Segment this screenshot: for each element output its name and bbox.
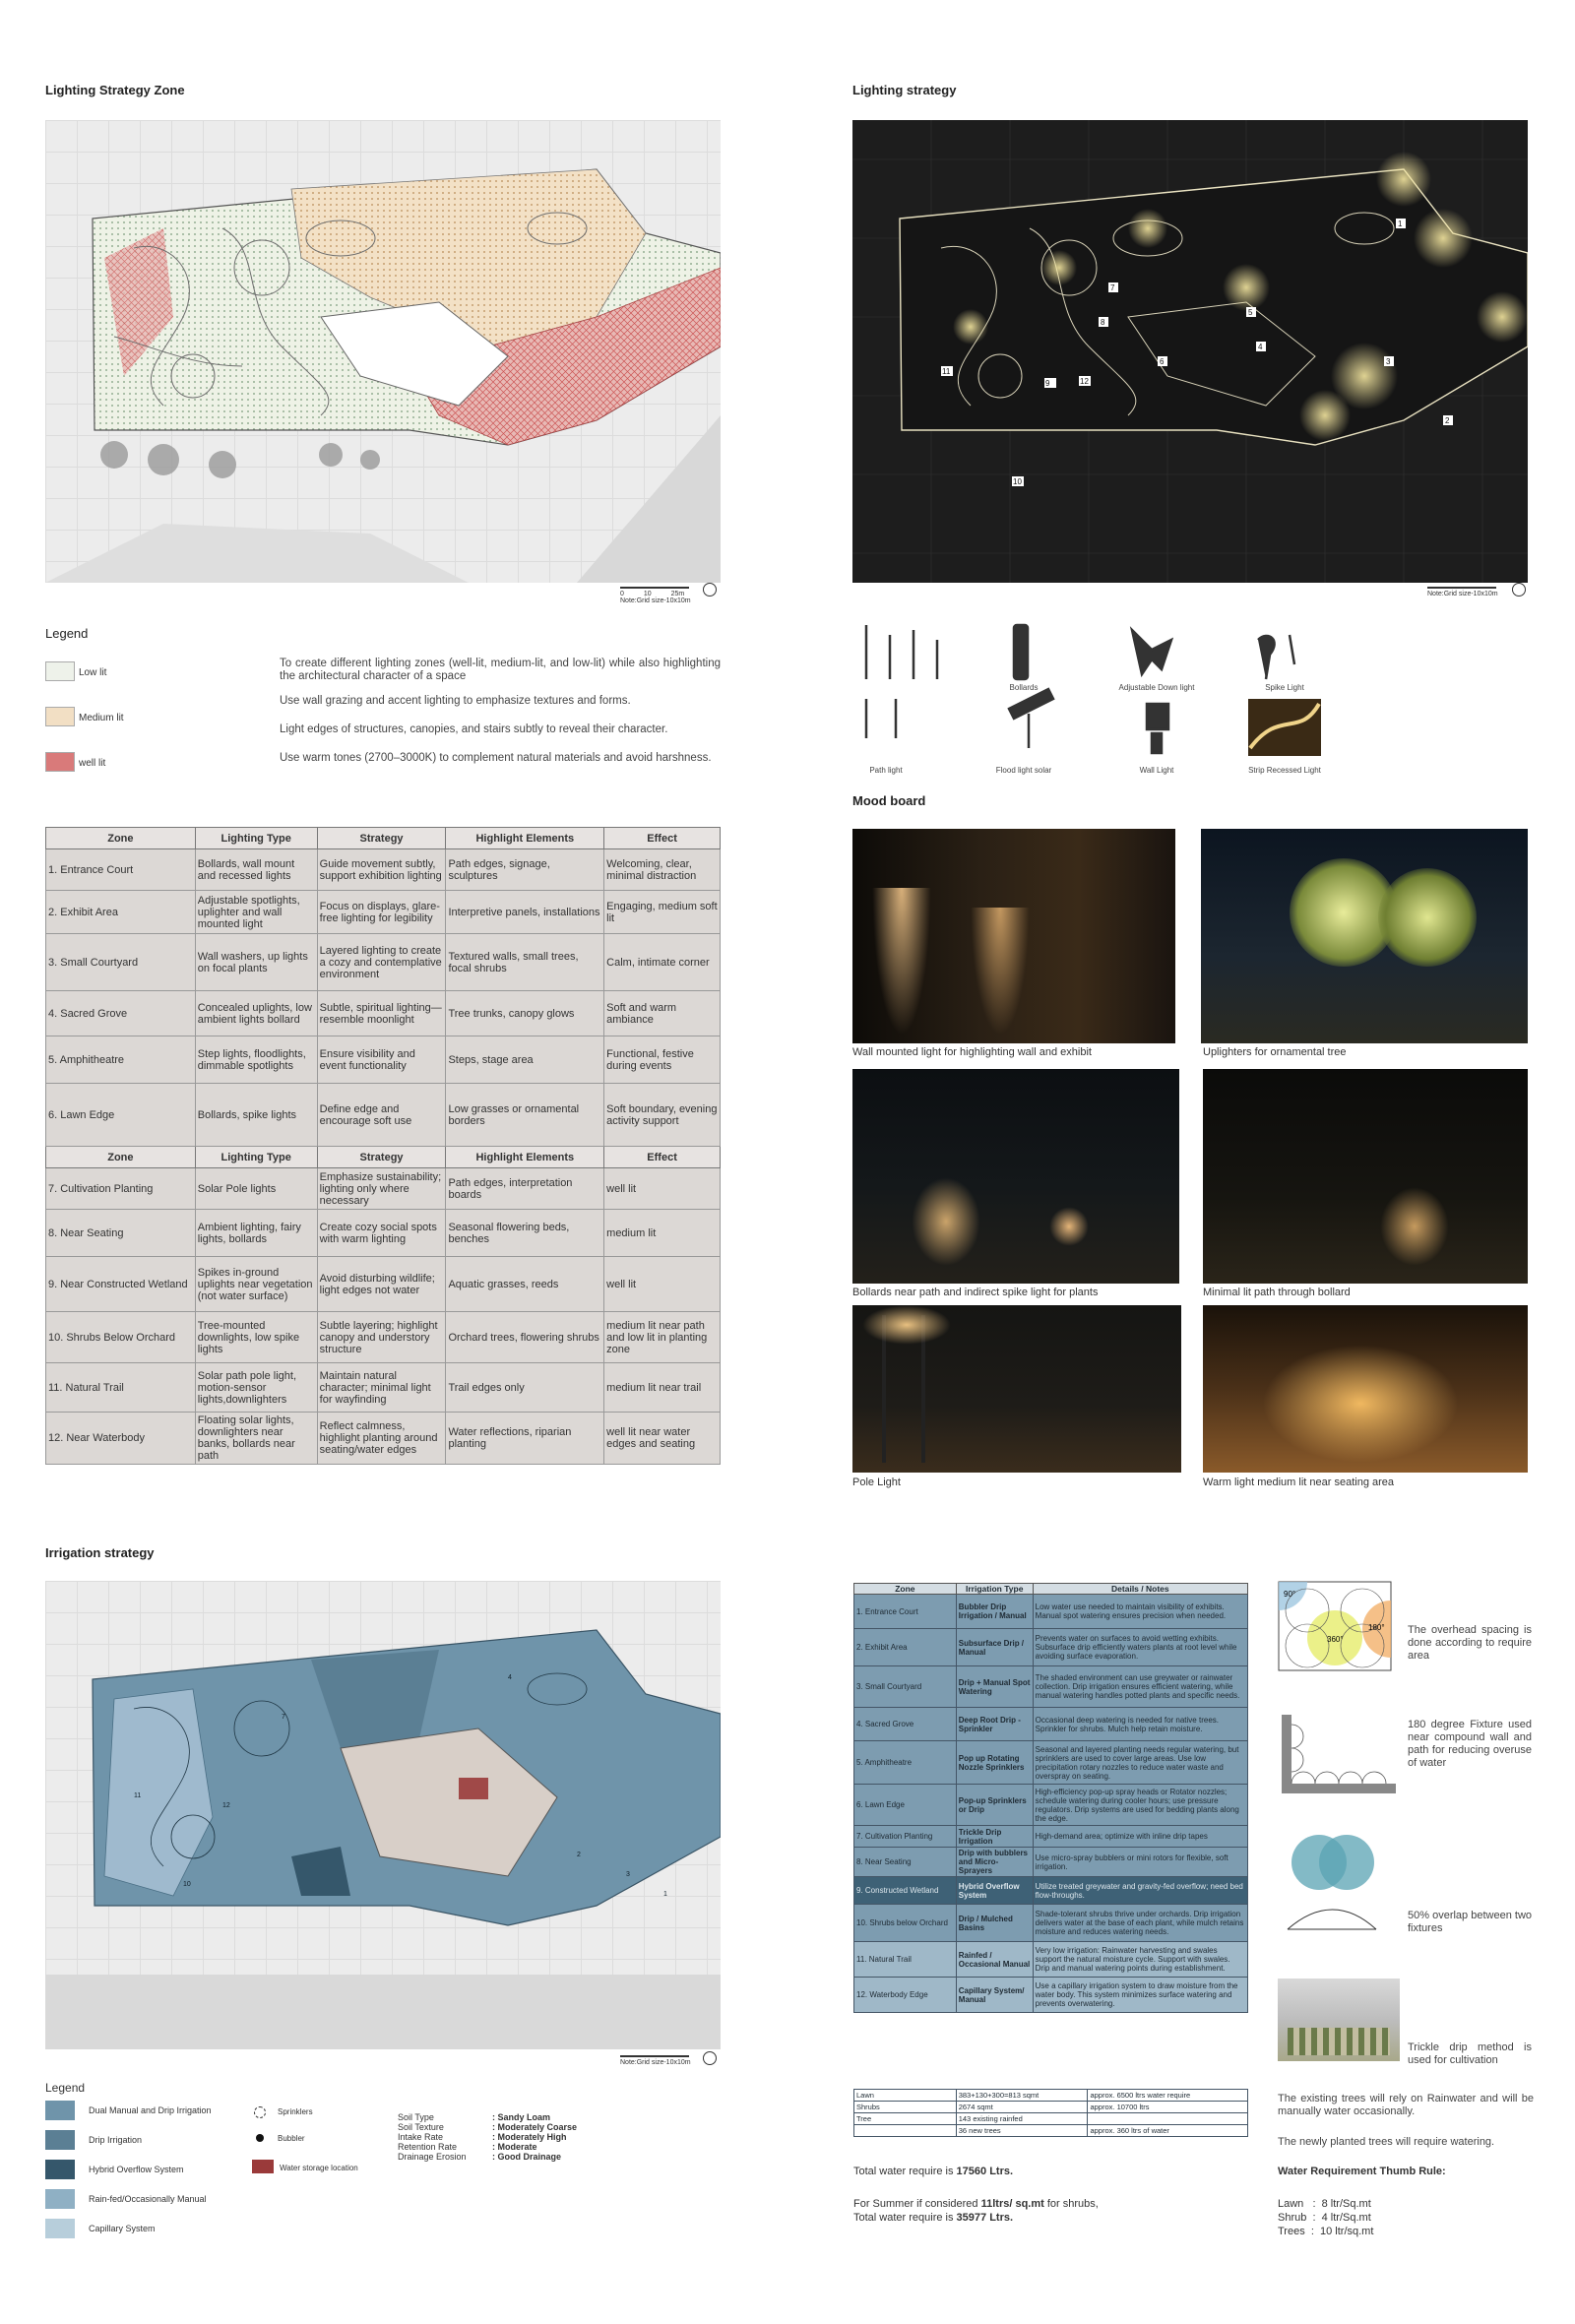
legend-swatch-medium (45, 707, 75, 726)
mood-image-warm-seating (1203, 1305, 1528, 1473)
legend-swatch-well (45, 752, 75, 772)
cell: Functional, festive during events (604, 1036, 721, 1084)
mood-heading: Mood board (852, 793, 926, 808)
cell: Spikes in-ground uplights near vegetation (not water surface) (195, 1257, 317, 1312)
plan-label: 5 (1248, 308, 1253, 317)
cell: Pop up Rotating Nozzle Sprinklers (956, 1741, 1033, 1785)
legend-paragraph-2: Use wall grazing and accent lighting to emphasize textures and forms. (280, 695, 631, 707)
cell: Interpretive panels, installations (446, 891, 604, 934)
symbol-label: Bubbler (278, 2134, 305, 2143)
cell: Subsurface Drip / Manual (956, 1629, 1033, 1666)
cell: Tree trunks, canopy glows (446, 991, 604, 1036)
cell (1088, 2113, 1248, 2125)
table-row (46, 1036, 721, 1084)
scale-note-3: Note:Grid size-10x10m (620, 2059, 691, 2066)
cell: 11. Natural Trail (46, 1363, 196, 1413)
cell: Low grasses or ornamental borders (446, 1084, 604, 1147)
cell: Capillary System/ Manual (956, 1978, 1033, 2013)
table-row (46, 1210, 721, 1257)
plan-label: 1 (663, 1891, 667, 1898)
table-row (854, 1905, 1248, 1942)
table-row (46, 1413, 721, 1465)
soil-label: Intake Rate (398, 2132, 444, 2142)
table-row (854, 1942, 1248, 1978)
cell: Focus on displays, glare-free lighting for legibility (317, 891, 446, 934)
plan-label: 11 (942, 367, 951, 376)
scale-note: Note:Grid size-10x10m (620, 597, 691, 604)
cell: Floating solar lights, downlighters near banks, bollards near path (195, 1413, 317, 1465)
irrigation-legend-label: Dual Manual and Drip Irrigation (89, 2105, 212, 2115)
right-note-4: Trickle drip method is used for cultivation (1408, 2041, 1532, 2066)
right-note-2: 180 degree Fixture used near compound wall and path for reducing overuse of water (1408, 1719, 1532, 1769)
cell: 2. Exhibit Area (46, 891, 196, 934)
total-text: for shrubs, (1043, 2198, 1099, 2210)
cell: Guide movement subtly, support exhibition lighting (317, 849, 446, 891)
col-zone-2: Zone (46, 1147, 196, 1168)
cell: Low water use needed to maintain visibility of exhibits. Manual spot watering ensures precision when needed. (1033, 1595, 1247, 1629)
cell: 36 new trees (956, 2125, 1088, 2137)
cell: Tree (854, 2113, 957, 2125)
zone-heading: Lighting Strategy Zone (45, 83, 185, 97)
scale-zero: 0 (620, 591, 624, 597)
tree-note-1: The existing trees will rely on Rainwater and will be manually water occasionally. (1278, 2093, 1534, 2117)
plan-label: 2 (577, 1852, 581, 1858)
cell: Bubbler Drip Irrigation / Manual (956, 1595, 1033, 1629)
plan-label: 1 (1398, 220, 1403, 228)
cell: Utilize treated greywater and gravity-fed overflow; need bed flow-throughs. (1033, 1877, 1247, 1905)
plan-label: 8 (1101, 318, 1105, 327)
north-arrow-icon (703, 2051, 717, 2065)
cell: Seasonal flowering beds, benches (446, 1210, 604, 1257)
soil-label: Soil Texture (398, 2122, 444, 2132)
fixture-label: Bollards (1009, 683, 1039, 692)
soil-value: : Moderately Coarse (492, 2122, 578, 2132)
soil-value: : Moderately High (492, 2132, 567, 2142)
table-row (854, 1848, 1248, 1877)
cell: Use a capillary irrigation system to draw moisture from the water body. This system minimizes surface watering and prevents overwatering. (1033, 1978, 1247, 2013)
cell: 2674 sqmt (956, 2102, 1088, 2113)
table-row (854, 1826, 1248, 1848)
cell: 4. Sacred Grove (854, 1708, 957, 1741)
total-text: Total water require is (853, 2212, 957, 2224)
cell: Drip + Manual Spot Watering (956, 1666, 1033, 1708)
cell: Ensure visibility and event functionality (317, 1036, 446, 1084)
cell: Bollards, spike lights (195, 1084, 317, 1147)
lighting-night-plan-drawing (852, 120, 1528, 583)
irrigation-legend-label: Rain-fed/Occasionally Manual (89, 2194, 207, 2204)
lighting-table-header-2 (46, 1147, 721, 1168)
soil-value: : Good Drainage (492, 2152, 562, 2162)
fixture-label: Adjustable Down light (1118, 683, 1195, 692)
mood-image-wall-light (852, 829, 1175, 1043)
cell: 6. Lawn Edge (854, 1785, 957, 1826)
right-note-1: The overhead spacing is done according to require area (1408, 1624, 1532, 1662)
cell: Trail edges only (446, 1363, 604, 1413)
cell: Soft and warm ambiance (604, 991, 721, 1036)
irrigation-legend-label: Hybrid Overflow System (89, 2165, 184, 2174)
fixture-label: Spike Light (1265, 683, 1304, 692)
cell: Drip with bubblers and Micro-Sprayers (956, 1848, 1033, 1877)
cell: 3. Small Courtyard (854, 1666, 957, 1708)
soil-label: Drainage Erosion (398, 2152, 467, 2162)
cell: Step lights, floodlights, dimmable spotlights (195, 1036, 317, 1084)
table-row (46, 991, 721, 1036)
cell: Avoid disturbing wildlife; light edges not water (317, 1257, 446, 1312)
col-irrigation-type: Irrigation Type (956, 1584, 1033, 1595)
cell: Pop-up Sprinklers or Drip (956, 1785, 1033, 1826)
legend-swatch-drip (45, 2130, 75, 2150)
cell: 9. Constructed Wetland (854, 1877, 957, 1905)
strategy-heading: Lighting strategy (852, 83, 957, 97)
plan-label: 12 (222, 1802, 230, 1809)
cell: Path edges, interpretation boards (446, 1168, 604, 1210)
mood-caption: Minimal lit path through bollard (1203, 1287, 1351, 1298)
cell: well lit (604, 1168, 721, 1210)
cell: well lit near water edges and seating (604, 1413, 721, 1465)
plan-label: 10 (1013, 477, 1022, 486)
legend-label-medium: Medium lit (79, 713, 124, 723)
cell: Tree-mounted downlights, low spike lights (195, 1312, 317, 1363)
table-row (854, 1629, 1248, 1666)
irrigation-plan (45, 1581, 721, 2049)
cell: Create cozy social spots with warm lighting (317, 1210, 446, 1257)
cell: medium lit near path and low lit in planting zone (604, 1312, 721, 1363)
cell: 1. Entrance Court (46, 849, 196, 891)
fixture-label: Flood light solar (995, 766, 1052, 775)
soil-label: Retention Rate (398, 2142, 458, 2152)
cell: Seasonal and layered planting needs regular watering, but sprinklers are used to cover large areas. Use low precipitation rotary nozzles to reduce water waste and overspray on seating. (1033, 1741, 1247, 1785)
strategy-scale (1427, 587, 1526, 597)
north-arrow-icon (703, 583, 717, 597)
cell: 9. Near Constructed Wetland (46, 1257, 196, 1312)
col-effect-2: Effect (604, 1147, 721, 1168)
lighting-night-plan (852, 120, 1528, 583)
scale-ten: 10 (643, 591, 652, 597)
table-row (854, 1877, 1248, 1905)
sprinkler-icon (254, 2106, 266, 2118)
cell: Very low irrigation: Rainwater harvesting and swales support the natural moisture cycle. Support with swales. Drip and manual watering points during establishment. (1033, 1942, 1247, 1978)
legend-label-low: Low lit (79, 667, 107, 678)
fixture-label: Wall Light (1139, 766, 1174, 775)
irrigation-table-header (854, 1584, 1248, 1595)
cell: Prevents water on surfaces to avoid wetting exhibits. Subsurface drip efficiently waters plants at root level while avoiding surface evaporation. (1033, 1629, 1247, 1666)
legend-swatch-hybrid (45, 2160, 75, 2179)
cell: Orchard trees, flowering shrubs (446, 1312, 604, 1363)
cell: Emphasize sustainability; lighting only where necessary (317, 1168, 446, 1210)
cell: Adjustable spotlights, uplighter and wall mounted light (195, 891, 317, 934)
cell: 7. Cultivation Planting (46, 1168, 196, 1210)
irrigation-legend-label: Drip Irrigation (89, 2135, 143, 2145)
bubbler-icon (256, 2134, 264, 2142)
table-row (46, 1312, 721, 1363)
plan-label: 6 (1160, 357, 1165, 366)
cell: Occasional deep watering is needed for native trees. Sprinkler for shrubs. Mulch help retain moisture. (1033, 1708, 1247, 1741)
cell: Bollards, wall mount and recessed lights (195, 849, 317, 891)
cell: approx. 360 ltrs of water (1088, 2125, 1248, 2137)
total-value: 11ltrs/ sq.mt (980, 2198, 1044, 2210)
col-highlight-2: Highlight Elements (446, 1147, 604, 1168)
legend-label-well: well lit (79, 758, 106, 769)
plan-label: 4 (508, 1674, 512, 1681)
soil-label: Soil Type (398, 2112, 434, 2122)
plan-label: 7 (282, 1714, 285, 1721)
cell: Shrubs (854, 2102, 957, 2113)
legend-swatch-low (45, 661, 75, 681)
soil-value: : Moderate (492, 2142, 537, 2152)
fixture-label: Strip Recessed Light (1248, 766, 1321, 775)
table-row (854, 1785, 1248, 1826)
cell: Engaging, medium soft lit (604, 891, 721, 934)
table-row (854, 1978, 1248, 2013)
fixture-180-diagram (1278, 1711, 1400, 1799)
mood-caption: Uplighters for ornamental tree (1203, 1046, 1347, 1058)
lighting-zone-plan-drawing (45, 120, 721, 583)
mood-image-pole-light (852, 1305, 1181, 1473)
total-value: 35977 Ltrs. (956, 2212, 1014, 2224)
cell: 7. Cultivation Planting (854, 1826, 957, 1848)
table-row (854, 2102, 1248, 2113)
spray-label: 360° (1327, 1635, 1344, 1644)
legend-paragraph-4: Use warm tones (2700–3000K) to complement natural materials and avoid harshness. (280, 752, 712, 764)
legend-paragraph-1: To create different lighting zones (well-lit, medium-lit, and low-lit) while also highlighting the architectural character of a space (280, 658, 721, 682)
plan-label: 9 (1045, 379, 1050, 388)
cell: Deep Root Drip - Sprinkler (956, 1708, 1033, 1741)
cell: well lit (604, 1257, 721, 1312)
irrigation-table (853, 1583, 1248, 2013)
irrigation-legend-label: Capillary System (89, 2224, 156, 2233)
cell: 12. Waterbody Edge (854, 1978, 957, 2013)
legend-swatch-dual (45, 2101, 75, 2120)
cell: Steps, stage area (446, 1036, 604, 1084)
cell: 1. Entrance Court (854, 1595, 957, 1629)
legend-swatch-capillary (45, 2219, 75, 2238)
cell: 11. Natural Trail (854, 1942, 957, 1978)
cell: Welcoming, clear, minimal distraction (604, 849, 721, 891)
cell: 10. Shrubs Below Orchard (46, 1312, 196, 1363)
col-effect: Effect (604, 828, 721, 849)
table-row (46, 1257, 721, 1312)
cell: Define edge and encourage soft use (317, 1084, 446, 1147)
col-strategy-2: Strategy (317, 1147, 446, 1168)
cell: 8. Near Seating (854, 1848, 957, 1877)
legend-heading: Legend (45, 626, 89, 641)
mood-image-minimal-path (1203, 1069, 1528, 1284)
legend2-heading: Legend (45, 2081, 86, 2095)
cell: Solar path pole light, motion-sensor lights,downlighters (195, 1363, 317, 1413)
fixture-icons (856, 620, 1536, 778)
overlap-diagram (1278, 1831, 1386, 1939)
table-row (854, 1666, 1248, 1708)
cell: Layered lighting to create a cozy and contemplative environment (317, 934, 446, 991)
cell: 5. Amphitheatre (46, 1036, 196, 1084)
symbol-label: Sprinklers (278, 2107, 313, 2116)
thumb-rule-row: Shrub : 4 ltr/Sq.mt (1278, 2212, 1371, 2224)
col-zone: Zone (46, 828, 196, 849)
mood-caption: Bollards near path and indirect spike light for plants (852, 1287, 1099, 1298)
cell: Shade-tolerant shrubs thrive under orchards. Drip irrigation delivers water at the base of each plant, while mulch retains moisture and reduces watering needs. (1033, 1905, 1247, 1942)
cell: 6. Lawn Edge (46, 1084, 196, 1147)
soil-labels (398, 2112, 467, 2162)
col-highlight: Highlight Elements (446, 828, 604, 849)
cell: High-efficiency pop-up spray heads or Rotator nozzles; schedule watering during cooler hours; use pressure regulators. Drip systems are used for bedding plants along the edge. (1033, 1785, 1247, 1826)
cell: Water reflections, riparian planting (446, 1413, 604, 1465)
plan-label: 11 (134, 1792, 142, 1799)
soil-value: : Sandy Loam (492, 2112, 551, 2122)
water-storage-icon (252, 2160, 274, 2173)
col-details: Details / Notes (1033, 1584, 1247, 1595)
trickle-drip-render (1278, 1979, 1400, 2061)
total-value: 17560 Ltrs. (956, 2166, 1014, 2177)
plan-label: 3 (1386, 357, 1391, 366)
thumb-rule-list (1278, 2197, 1373, 2238)
table-row (854, 2125, 1248, 2137)
cell: Ambient lighting, fairy lights, bollards (195, 1210, 317, 1257)
table-row (46, 1363, 721, 1413)
cell: Subtle layering; highlight canopy and understory structure (317, 1312, 446, 1363)
fixture-label: Path light (869, 766, 903, 775)
cell: Calm, intimate corner (604, 934, 721, 991)
mood-caption: Warm light medium lit near seating area (1203, 1476, 1395, 1488)
tree-note-2: The newly planted trees will require watering. (1278, 2136, 1495, 2148)
water-table (853, 2089, 1248, 2137)
table-row (854, 1741, 1248, 1785)
mood-image-bollards-path (852, 1069, 1179, 1284)
thumb-rule-row: Lawn : 8 ltr/Sq.mt (1278, 2198, 1371, 2210)
plan-label: 3 (626, 1871, 630, 1878)
table-row (854, 2113, 1248, 2125)
cell: 143 existing rainfed (956, 2113, 1088, 2125)
total-line-2 (853, 2197, 1099, 2225)
cell: Use micro-spray bubblers or mini rotors for flexible, soft irrigation. (1033, 1848, 1247, 1877)
lighting-table-header (46, 828, 721, 849)
plan-label: 2 (1445, 416, 1450, 425)
plan-label: 12 (1080, 377, 1089, 386)
fixture-row (856, 620, 1536, 778)
cell: Subtle, spiritual lighting—resemble moonlight (317, 991, 446, 1036)
total-line-1 (853, 2166, 1013, 2177)
symbol-label: Water storage location (280, 2164, 358, 2172)
table-row (854, 1595, 1248, 1629)
table-row (854, 1708, 1248, 1741)
table-row (46, 849, 721, 891)
cell: Solar Pole lights (195, 1168, 317, 1210)
table-row (46, 1084, 721, 1147)
mood-caption: Wall mounted light for highlighting wall and exhibit (852, 1046, 1092, 1058)
cell: Concealed uplights, low ambient lights bollard (195, 991, 317, 1036)
total-text: For Summer if considered (853, 2198, 981, 2210)
scale-25: 25m (670, 591, 685, 597)
col-type-2: Lighting Type (195, 1147, 317, 1168)
cell: medium lit (604, 1210, 721, 1257)
plan-label: 4 (1258, 343, 1263, 351)
cell: Textured walls, small trees, focal shrubs (446, 934, 604, 991)
cell: 8. Near Seating (46, 1210, 196, 1257)
cell: High-demand area; optimize with inline drip tapes (1033, 1826, 1247, 1848)
cell: Maintain natural character; minimal light for wayfinding (317, 1363, 446, 1413)
col-type: Lighting Type (195, 828, 317, 849)
right-note-3: 50% overlap between two fixtures (1408, 1910, 1532, 1934)
lighting-table (45, 827, 721, 1465)
north-arrow-icon (1512, 583, 1526, 597)
cell: 3. Small Courtyard (46, 934, 196, 991)
spray-label: 90° (1284, 1590, 1296, 1599)
cell: Aquatic grasses, reeds (446, 1257, 604, 1312)
plan-label: 10 (183, 1881, 191, 1888)
table-row (854, 2090, 1248, 2102)
lighting-zone-plan (45, 120, 721, 583)
thumb-rule-row: Trees : 10 ltr/sq.mt (1278, 2226, 1374, 2237)
col-zone: Zone (854, 1584, 957, 1595)
cell: 383+130+300=813 sqmt (956, 2090, 1088, 2102)
cell (854, 2125, 957, 2137)
cell: approx. 6500 ltrs water require (1088, 2090, 1248, 2102)
cell: The shaded environment can use greywater or rainwater collection. Drip irrigation ensures efficient watering, while manual watering handles potted plants and specific needs. (1033, 1666, 1247, 1708)
cell: Rainfed / Occasional Manual (956, 1942, 1033, 1978)
irrigation-plan-drawing (45, 1581, 721, 2049)
mood-image-uplighters (1201, 829, 1528, 1043)
cell: medium lit near trail (604, 1363, 721, 1413)
cell: 5. Amphitheatre (854, 1741, 957, 1785)
cell: Path edges, signage, sculptures (446, 849, 604, 891)
table-row (46, 891, 721, 934)
cell: 4. Sacred Grove (46, 991, 196, 1036)
soil-values (492, 2112, 577, 2162)
col-strategy: Strategy (317, 828, 446, 849)
cell: Trickle Drip Irrigation (956, 1826, 1033, 1848)
cell: 12. Near Waterbody (46, 1413, 196, 1465)
spray-pattern-diagram (1278, 1581, 1392, 1671)
total-text: Total water require is (853, 2166, 957, 2177)
cell: 2. Exhibit Area (854, 1629, 957, 1666)
table-row (46, 1168, 721, 1210)
mood-caption: Pole Light (852, 1476, 901, 1488)
irrigation-heading: Irrigation strategy (45, 1545, 155, 1560)
cell: Hybrid Overflow System (956, 1877, 1033, 1905)
cell: Drip / Mulched Basins (956, 1905, 1033, 1942)
legend-swatch-rainfed (45, 2189, 75, 2209)
cell: Wall washers, up lights on focal plants (195, 934, 317, 991)
table-row (46, 934, 721, 991)
plan-label: 7 (1110, 283, 1115, 292)
cell: approx. 10700 ltrs (1088, 2102, 1248, 2113)
cell: Reflect calmness, highlight planting around seating/water edges (317, 1413, 446, 1465)
cell: 10. Shrubs below Orchard (854, 1905, 957, 1942)
cell: Soft boundary, evening activity support (604, 1084, 721, 1147)
scale-note-2: Note:Grid size-10x10m (1427, 591, 1498, 597)
legend-paragraph-3: Light edges of structures, canopies, and stairs subtly to reveal their character. (280, 723, 668, 735)
spray-label: 180° (1368, 1623, 1385, 1632)
cell: Lawn (854, 2090, 957, 2102)
thumb-rule-title: Water Requirement Thumb Rule: (1278, 2166, 1446, 2177)
